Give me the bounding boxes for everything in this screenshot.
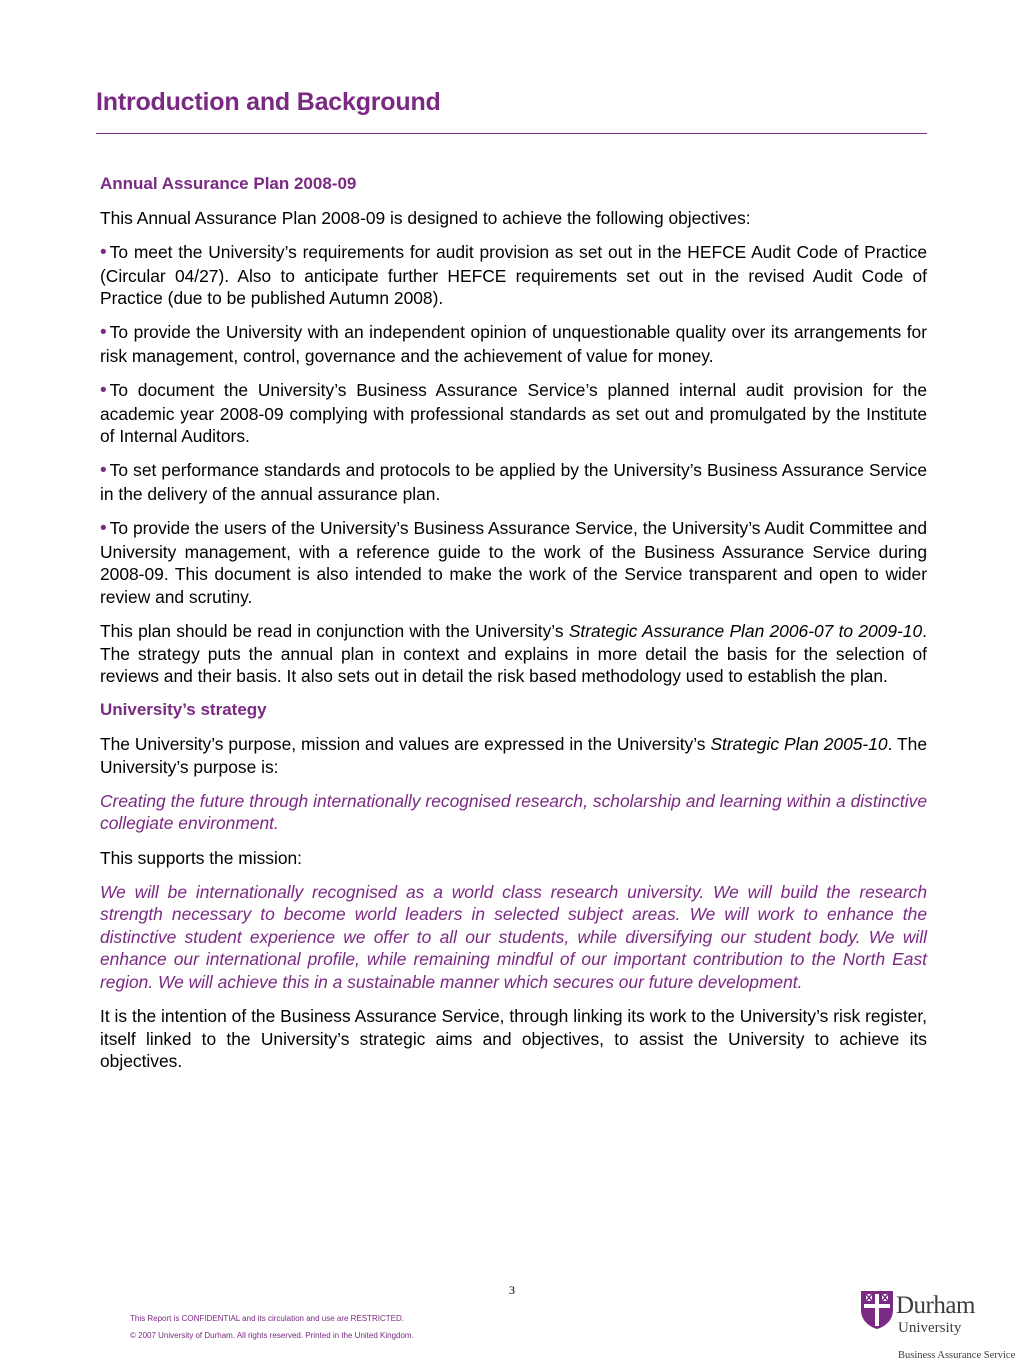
objective-text: To set performance standards and protocols to be applied by the University’s Business Assurance Service in the delivery of the annual assurance plan. (100, 460, 927, 504)
title-divider (96, 133, 927, 134)
bullet-icon: • (100, 242, 107, 264)
page-title: Introduction and Background (96, 88, 441, 116)
strategy-closing-paragraph: It is the intention of the Business Assurance Service, through linking its work to the University’s risk register, itself linked to the University’s strategic aims and objectives, to assist the University to achieve its objectives. (100, 1006, 927, 1072)
objective-text: To meet the University’s requirements for audit provision as set out in the HEFCE Audit Code of Practice (Circular 04/27). Also to anticipate further HEFCE requirements set out in the revised Audit Code of Practice (due to be published Autumn 2008). (100, 242, 927, 309)
purpose-quote: Creating the future through internationally recognised research, scholarship and learning within a distinctive collegiate environment. (100, 790, 927, 834)
objectives-intro: This Annual Assurance Plan 2008-09 is designed to achieve the following objectives: (100, 208, 751, 228)
objective-text: To provide the users of the University’s Business Assurance Service, the University’s Audit Committee and University management, with a reference guide to the work of the Business Assurance Service during 2008-09. This document is also intended to make the work of the Service transparent and open to wider review and scrutiny. (100, 518, 927, 607)
mission-quote: We will be internationally recognised as a world class research university. We will build the research strength necessary to become world leaders in selected subject areas. We will work to enhance the distinctive student experience we offer to all our students, while diversifying our student body. We will enhance our international profile, while remaining mindful of our important contribution to the North East region. We will achieve this in a sustainable manner which secures our future development. (100, 881, 927, 993)
logo-service-name: Business Assurance Service (898, 1350, 1016, 1361)
strategy-intro-text-continued: . The University’s purpose is: (100, 734, 927, 777)
objective-bullet (100, 459, 927, 505)
objective-text: To document the University’s Business Assurance Service’s planned internal audit provision for the academic year 2008-09 complying with professional standards as set out and promulgated by the Institute of Internal Auditors. (100, 380, 927, 447)
objective-bullet (100, 241, 927, 310)
bullet-icon: • (100, 460, 107, 482)
copyright-notice: © 2007 University of Durham. All rights reserved. Printed in the United Kingdom. (130, 1331, 414, 1340)
section-heading-strategy: University’s strategy (100, 700, 267, 720)
plan-context-text: This plan should be read in conjunction with the University’s (100, 620, 569, 641)
durham-logo (858, 1288, 1024, 1365)
bullet-icon: • (100, 518, 107, 540)
durham-crest-icon (860, 1290, 894, 1330)
section-heading-annual-plan: Annual Assurance Plan 2008-09 (100, 174, 357, 193)
plan-context-paragraph (100, 620, 927, 688)
logo-name: Durham (896, 1292, 975, 1319)
strategy-intro-text: The University’s purpose, mission and values are expressed in the University’s (100, 734, 711, 755)
mission-intro: This supports the mission: (100, 847, 303, 868)
confidential-notice: This Report is CONFIDENTIAL and its circulation and use are RESTRICTED. (130, 1314, 405, 1323)
logo-subtitle: University (898, 1320, 962, 1336)
objective-bullet (100, 379, 927, 448)
objective-bullet (100, 321, 927, 367)
strategic-assurance-plan-ref: Strategic Assurance Plan 2006-07 to 2009-10 (568, 620, 923, 641)
bullet-icon: • (100, 322, 107, 344)
page-number: 3 (509, 1283, 515, 1297)
objective-bullet (100, 517, 927, 608)
strategic-plan-ref: Strategic Plan 2005-10 (710, 734, 888, 755)
bullet-icon: • (100, 380, 107, 402)
objective-text: To provide the University with an independent opinion of unquestionable quality over its arrangements for risk management, control, governance and the achievement of value for money. (100, 322, 927, 366)
plan-context-text-continued: . The strategy puts the annual plan in context and explains in more detail the basis for the selection of reviews and their basis. It also sets out in detail the risk based methodology used to establish the plan. (100, 620, 927, 687)
main-content (100, 173, 927, 1084)
strategy-intro-paragraph (100, 733, 927, 778)
